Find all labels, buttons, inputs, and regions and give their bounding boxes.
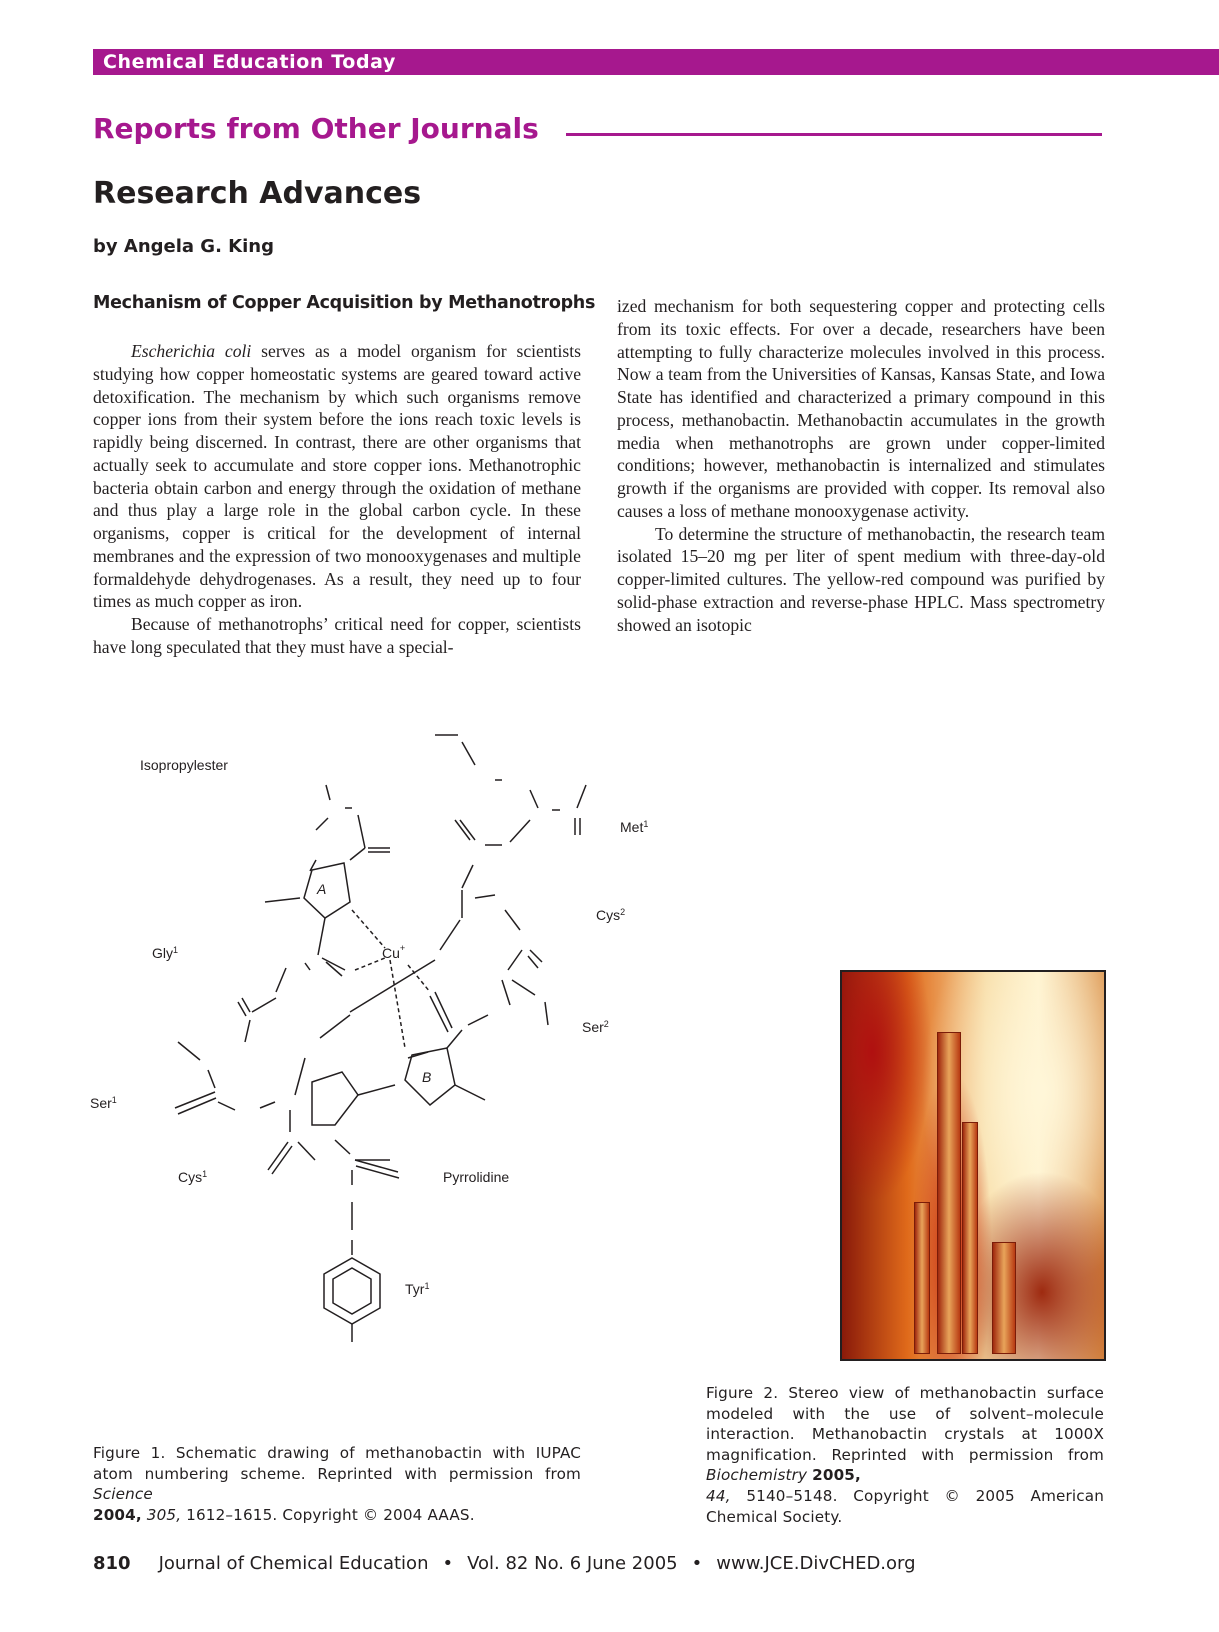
crystal-shape [992, 1242, 1016, 1354]
crystal-shape [962, 1122, 978, 1354]
label-ser2: Ser$^2$ [582, 1019, 609, 1035]
issue-info: Vol. 82 No. 6 June 2005 [467, 1553, 678, 1574]
paragraph-3: ized mechanism for both sequestering copper and protecting cells from its toxic effects. For over a decade, researchers have been attempting to fully characterize molecules involved in this process. Now a team from the Universities of Kansas, Kansas State, and Iowa State has identified and characterized a primary compound in this process, methanobactin. Methanobactin accumulates in the growth media when methanotrophs are grown under copper-limited conditions; however, methanobactin is internalized and stimulates growth if the organisms are provided with copper. Its removal also causes a loss of methane monooxygenase activity. [617, 296, 1105, 521]
paragraph-2: Because of methanotrophs’ critical need for copper, scientists have long speculated that they must have a special- [93, 614, 581, 657]
byline: by Angela G. King [93, 236, 275, 257]
paragraph-4: To determine the structure of methanobactin, the research team isolated 15–20 mg per liter of spent medium with three-day-old copper-limited cultures. The yellow-red compound was purified by solid-phase extraction and reverse-phase HPLC. Mass spectrometry showed an isotopic [617, 523, 1105, 635]
text-column-left [93, 340, 581, 659]
label-gly: Gly$^1$ [152, 945, 179, 961]
banner-label: Chemical Education Today [103, 51, 396, 73]
species-name: Escherichia coli [131, 341, 252, 361]
label-cys1: Cys$^1$ [178, 1169, 208, 1185]
section-heading: Reports from Other Journals [93, 112, 539, 145]
page-footer [93, 1553, 916, 1574]
journal-url[interactable]: www.JCE.DivCHED.org [716, 1553, 916, 1574]
footer-separator: • [691, 1553, 703, 1574]
journal-name: Journal of Chemical Education [158, 1553, 429, 1574]
figure-2-caption: Figure 2. Stereo view of methanobactin surface modeled with the use of solvent–molecule interaction. Methanobactin crystals at 1000X magnification. Reprinted with permission from Biochemistry 2005, 44, 5140–5148. Copyright © 2005 American Chemical Society. [706, 1384, 1104, 1526]
figure-1-caption: Figure 1. Schematic drawing of methanobactin with IUPAC atom numbering scheme. Reprinted with permission from Science 2004, 305, 1612–1615. Copyright © 2004 AAAS. [93, 1444, 581, 1524]
article-subhead: Mechanism of Copper Acquisition by Methanotrophs [93, 293, 596, 313]
section-banner [93, 49, 1219, 75]
page-title: Research Advances [93, 176, 422, 211]
page-number: 810 [93, 1553, 131, 1574]
ring-a-label: A [317, 881, 327, 897]
heading-rule [566, 133, 1102, 136]
label-isopropylester: Isopropylester [140, 757, 228, 773]
crystal-shape [914, 1202, 930, 1354]
text-column-right [617, 295, 1105, 636]
structure-drawing [90, 730, 680, 1420]
ring-b-label: B [422, 1069, 432, 1085]
crystal-shape [937, 1032, 961, 1354]
footer-separator: • [442, 1553, 454, 1574]
label-tyr: Tyr$^1$ [405, 1281, 430, 1297]
copper-ion-label: Cu+ [382, 943, 406, 961]
label-met: Met$^1$ [620, 819, 649, 835]
paragraph-1: Escherichia coli serves as a model organism for scientists studying how copper homeostatic systems are geared toward active detoxification. The mechanism by which such organisms remove copper ions from their system before the ions reach toxic levels is rapidly being discerned. In contrast, there are other organisms that actually seek to accumulate and store copper ions. Methanotrophic bacteria obtain carbon and energy through the oxidation of methane and thus play a large role in the global carbon cycle. In these organisms, copper is critical for the development of internal membranes and the expression of two monooxygenases and multiple formaldehyde dehydrogenases. As a result, they need up to four times as much copper as iron. [93, 341, 581, 612]
methanobactin-crystal-photo [840, 970, 1106, 1361]
label-cys2: Cys$^2$ [596, 907, 626, 923]
label-ser1: Ser$^1$ [90, 1095, 117, 1111]
label-pyrrolidine: Pyrrolidine [443, 1169, 510, 1185]
methanobactin-structure-figure [90, 730, 680, 1420]
